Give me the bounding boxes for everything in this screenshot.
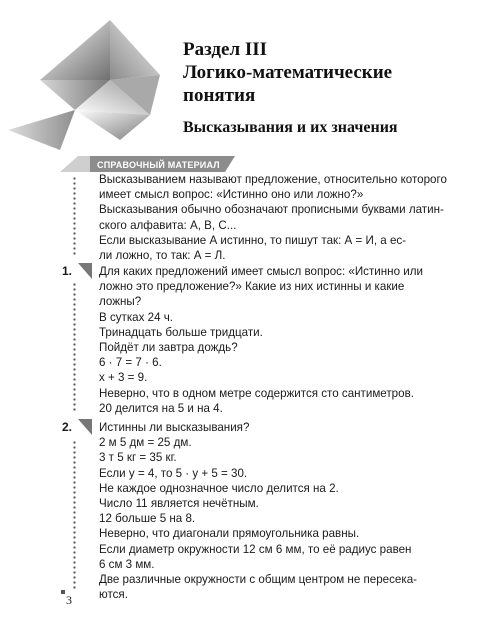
exercise-item: 3 т 5 кг = 35 кг. xyxy=(99,451,177,465)
dotted-rule xyxy=(73,176,76,256)
exercise-question: ложно это предложение?» Какие из них истинны и какие xyxy=(99,280,405,294)
exercise-body xyxy=(99,420,484,602)
section-header xyxy=(183,38,483,107)
exercise-item: Число 11 является нечётным. xyxy=(99,497,259,511)
exercise-item: В сутках 24 ч. xyxy=(99,310,174,324)
reference-line: Высказывания обычно обозначают прописными буквами латин- xyxy=(99,203,444,217)
exercise-item: Неверно, что диагонали прямоугольника равны. xyxy=(99,527,360,541)
reference-line: имеет смысл вопрос: «Истинно оно или ложно?» xyxy=(99,188,364,202)
exercise-item: ются. xyxy=(99,588,128,602)
exercise-item: 20 делится на 5 и на 4. xyxy=(99,401,223,415)
dotted-rule xyxy=(73,282,76,412)
exercise-item: Если диаметр окружности 12 см 6 мм, то её радиус равен xyxy=(99,542,412,556)
reference-line: ли ложно, то так: А = Л. xyxy=(99,249,226,263)
exercise-marker-icon xyxy=(78,419,92,435)
exercise-item: Не каждое однозначное число делится на 2. xyxy=(99,481,339,495)
exercise-item: Тринадцать больше тридцати. xyxy=(99,325,263,339)
exercise-item: Неверно, что в одном метре содержится сто сантиметров. xyxy=(99,386,414,400)
section-title-line2: понятия xyxy=(183,85,256,106)
exercise-item: Если y = 4, то 5 · y + 5 = 30. xyxy=(99,466,248,480)
reference-line: Если высказывание А истинно, то пишут так: А = И, а ес- xyxy=(99,233,407,247)
section-number: Раздел III xyxy=(183,39,268,60)
exercise-question: Для каких предложений имеет смысл вопрос: «Истинно или xyxy=(99,265,423,278)
reference-text xyxy=(99,172,484,263)
exercise-item: 6 см 3 мм. xyxy=(99,557,155,571)
exercise-body xyxy=(99,264,484,416)
dotted-rule xyxy=(73,440,76,590)
section-title-line1: Логико-математические xyxy=(183,62,393,83)
exercise-number: 2. xyxy=(62,420,73,434)
subsection-title: Высказывания и их значения xyxy=(183,119,398,136)
reference-label: СПРАВОЧНЫЙ МАТЕРИАЛ xyxy=(97,160,220,170)
exercise-item: Две различные окружности с общим центром не пересека- xyxy=(99,573,418,587)
exercise-number: 1. xyxy=(62,264,73,278)
page-number: 3 xyxy=(66,593,72,607)
exercise-item: 6 · 7 = 7 · 6. xyxy=(99,356,162,370)
page-corner-mark xyxy=(61,590,65,594)
exercise-item: 12 больше 5 на 8. xyxy=(99,512,196,526)
tangram-decoration xyxy=(0,0,180,160)
reference-line: ского алфавита: А, В, С... xyxy=(99,218,237,232)
exercise-item: 2 м 5 дм = 25 дм. xyxy=(99,436,192,450)
exercise-question: ложны? xyxy=(99,295,142,309)
exercise-marker-icon xyxy=(78,263,92,279)
exercise-item: x + 3 = 9. xyxy=(99,371,148,385)
reference-line: Высказыванием называют предложение, относительно которого xyxy=(99,173,447,186)
exercise-question: Истинны ли высказывания? xyxy=(99,421,250,434)
exercise-item: Пойдёт ли завтра дождь? xyxy=(99,341,238,355)
